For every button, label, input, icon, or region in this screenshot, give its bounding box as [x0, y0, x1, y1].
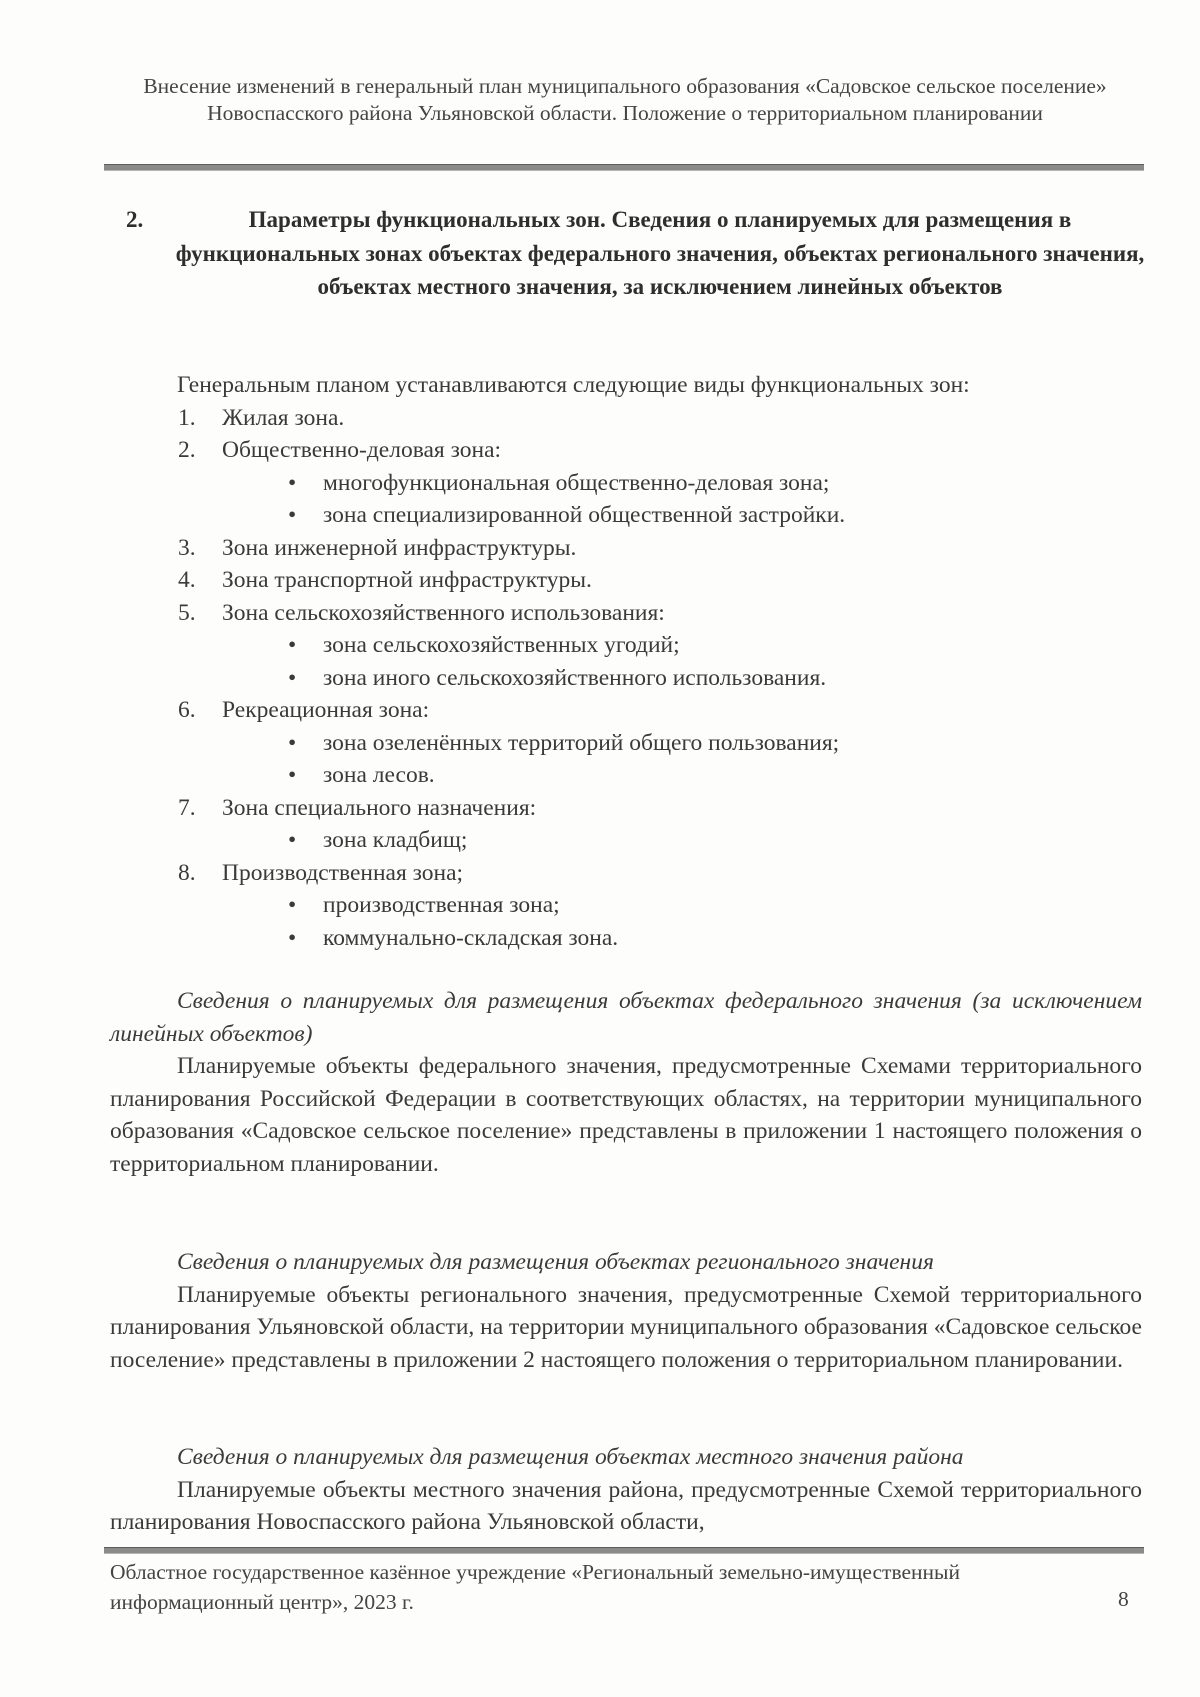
zone-item-label: Жилая зона. — [222, 404, 345, 431]
zones-intro — [110, 369, 1142, 954]
federal-heading: Сведения о планируемых для размещения объектах федерального значения (за исключением линейных объектов) — [110, 988, 1142, 1047]
section-number: 2. — [126, 207, 144, 232]
zone-item-number: 2. — [178, 437, 196, 463]
subzone-item — [110, 499, 1142, 532]
bullet-icon: • — [288, 827, 297, 853]
regional-heading: Сведения о планируемых для размещения объектах регионального значения — [177, 1249, 934, 1275]
subzone-item — [110, 629, 1142, 662]
subzone-item — [110, 759, 1142, 792]
regional-paragraph: Планируемые объекты регионального значения, предусмотренные Схемой территориального планирования Ульяновской области, на территории муниципального образования «Садовское сельское поселение» представлены в приложении 2 настоящего положения о территориальном планировании. — [110, 1281, 1142, 1373]
bullet-icon: • — [288, 892, 297, 918]
local-objects-section — [110, 1441, 1142, 1539]
bullet-icon: • — [288, 502, 297, 528]
zones-lead: Генеральным планом устанавливаются следующие виды функциональных зон: — [177, 372, 970, 398]
zone-item — [110, 857, 1142, 890]
subzone-group — [110, 629, 1142, 694]
zone-item-number: 8. — [178, 859, 196, 886]
subzone-group — [110, 824, 1142, 857]
bullet-icon: • — [288, 664, 297, 691]
section-title: Параметры функциональных зон. Сведения о планируемых для размещения в функциональных зонах объектах федерального значения, объектах регионального значения, объектах местного значения, за исключением линейных объектов — [175, 207, 1145, 299]
local-paragraph: Планируемые объекты местного значения района, предусмотренные Схемой территориального планирования Новоспасского района Ульяновской области, — [110, 1476, 1142, 1535]
subzone-group — [110, 467, 1142, 532]
subzone-label: многофункциональная общественно-деловая зона; — [323, 469, 830, 496]
zone-item-label: Общественно-деловая зона: — [222, 437, 502, 463]
section-heading — [126, 203, 1146, 304]
federal-paragraph: Планируемые объекты федерального значения, предусмотренные Схемами территориального планирования Российской Федерации в соответствующих областях, на территории муниципального образования «Садовское сельское поселение» представлены в приложении 1 настоящего положения о территориальном планировании. — [110, 1053, 1142, 1177]
subzone-label: зона кладбищ; — [323, 827, 468, 853]
running-header: Внесение изменений в генеральный план муниципального образования «Садовское сельское поселение» Новоспасского района Ульяновской области. Положение о территориальном планировании — [143, 74, 1107, 125]
zone-item-number: 1. — [178, 404, 196, 431]
bullet-icon: • — [288, 729, 297, 756]
bullet-icon: • — [288, 469, 297, 496]
zones-list — [110, 402, 1142, 955]
zone-item — [110, 402, 1142, 435]
local-heading: Сведения о планируемых для размещения объектах местного значения района — [177, 1444, 964, 1470]
subzone-item — [110, 824, 1142, 857]
subzone-item — [110, 889, 1142, 922]
subzone-label: коммунально-складская зона. — [323, 924, 619, 951]
bullet-icon: • — [288, 924, 297, 951]
bullet-icon: • — [288, 632, 297, 658]
page-number: 8 — [1118, 1587, 1129, 1611]
subzone-group — [110, 727, 1142, 792]
footer-rule — [104, 1547, 1144, 1554]
zone-item-label: Зона специального назначения: — [222, 794, 537, 821]
subzone-label: зона сельскохозяйственных угодий; — [323, 632, 680, 658]
zone-item-number: 3. — [178, 534, 196, 561]
subzone-label: зона специализированной общественной застройки. — [323, 502, 846, 528]
zone-item — [110, 597, 1142, 630]
zone-item — [110, 434, 1142, 467]
subzone-label: производственная зона; — [323, 892, 560, 918]
zone-item-label: Рекреационная зона: — [222, 697, 430, 723]
zone-item-label: Зона транспортной инфраструктуры. — [222, 567, 592, 593]
zone-item-label: Зона инженерной инфраструктуры. — [222, 534, 577, 561]
zone-item — [110, 792, 1142, 825]
subzone-label: зона иного сельскохозяйственного использования. — [323, 664, 827, 691]
zone-item — [110, 564, 1142, 597]
subzone-label: зона лесов. — [323, 762, 435, 788]
subzone-label: зона озеленённых территорий общего пользования; — [323, 729, 840, 756]
subzone-item — [110, 662, 1142, 695]
subzone-item — [110, 922, 1142, 955]
zone-item-number: 6. — [178, 697, 196, 723]
zone-item-number: 5. — [178, 599, 196, 626]
subzone-item — [110, 467, 1142, 500]
bullet-icon: • — [288, 762, 297, 788]
federal-objects-section — [110, 985, 1142, 1180]
zone-item-label: Зона сельскохозяйственного использования: — [222, 599, 665, 626]
header-rule — [104, 164, 1144, 171]
zone-item-label: Производственная зона; — [222, 859, 464, 886]
subzone-item — [110, 727, 1142, 760]
zone-item — [110, 694, 1142, 727]
running-footer: Областное государственное казённое учреждение «Региональный земельно-имущественный информационный центр», 2023 г. — [110, 1560, 960, 1614]
subzone-group — [110, 889, 1142, 954]
zone-item-number: 4. — [178, 567, 196, 593]
zone-item — [110, 532, 1142, 565]
regional-objects-section — [110, 1246, 1142, 1376]
zone-item-number: 7. — [178, 794, 196, 821]
